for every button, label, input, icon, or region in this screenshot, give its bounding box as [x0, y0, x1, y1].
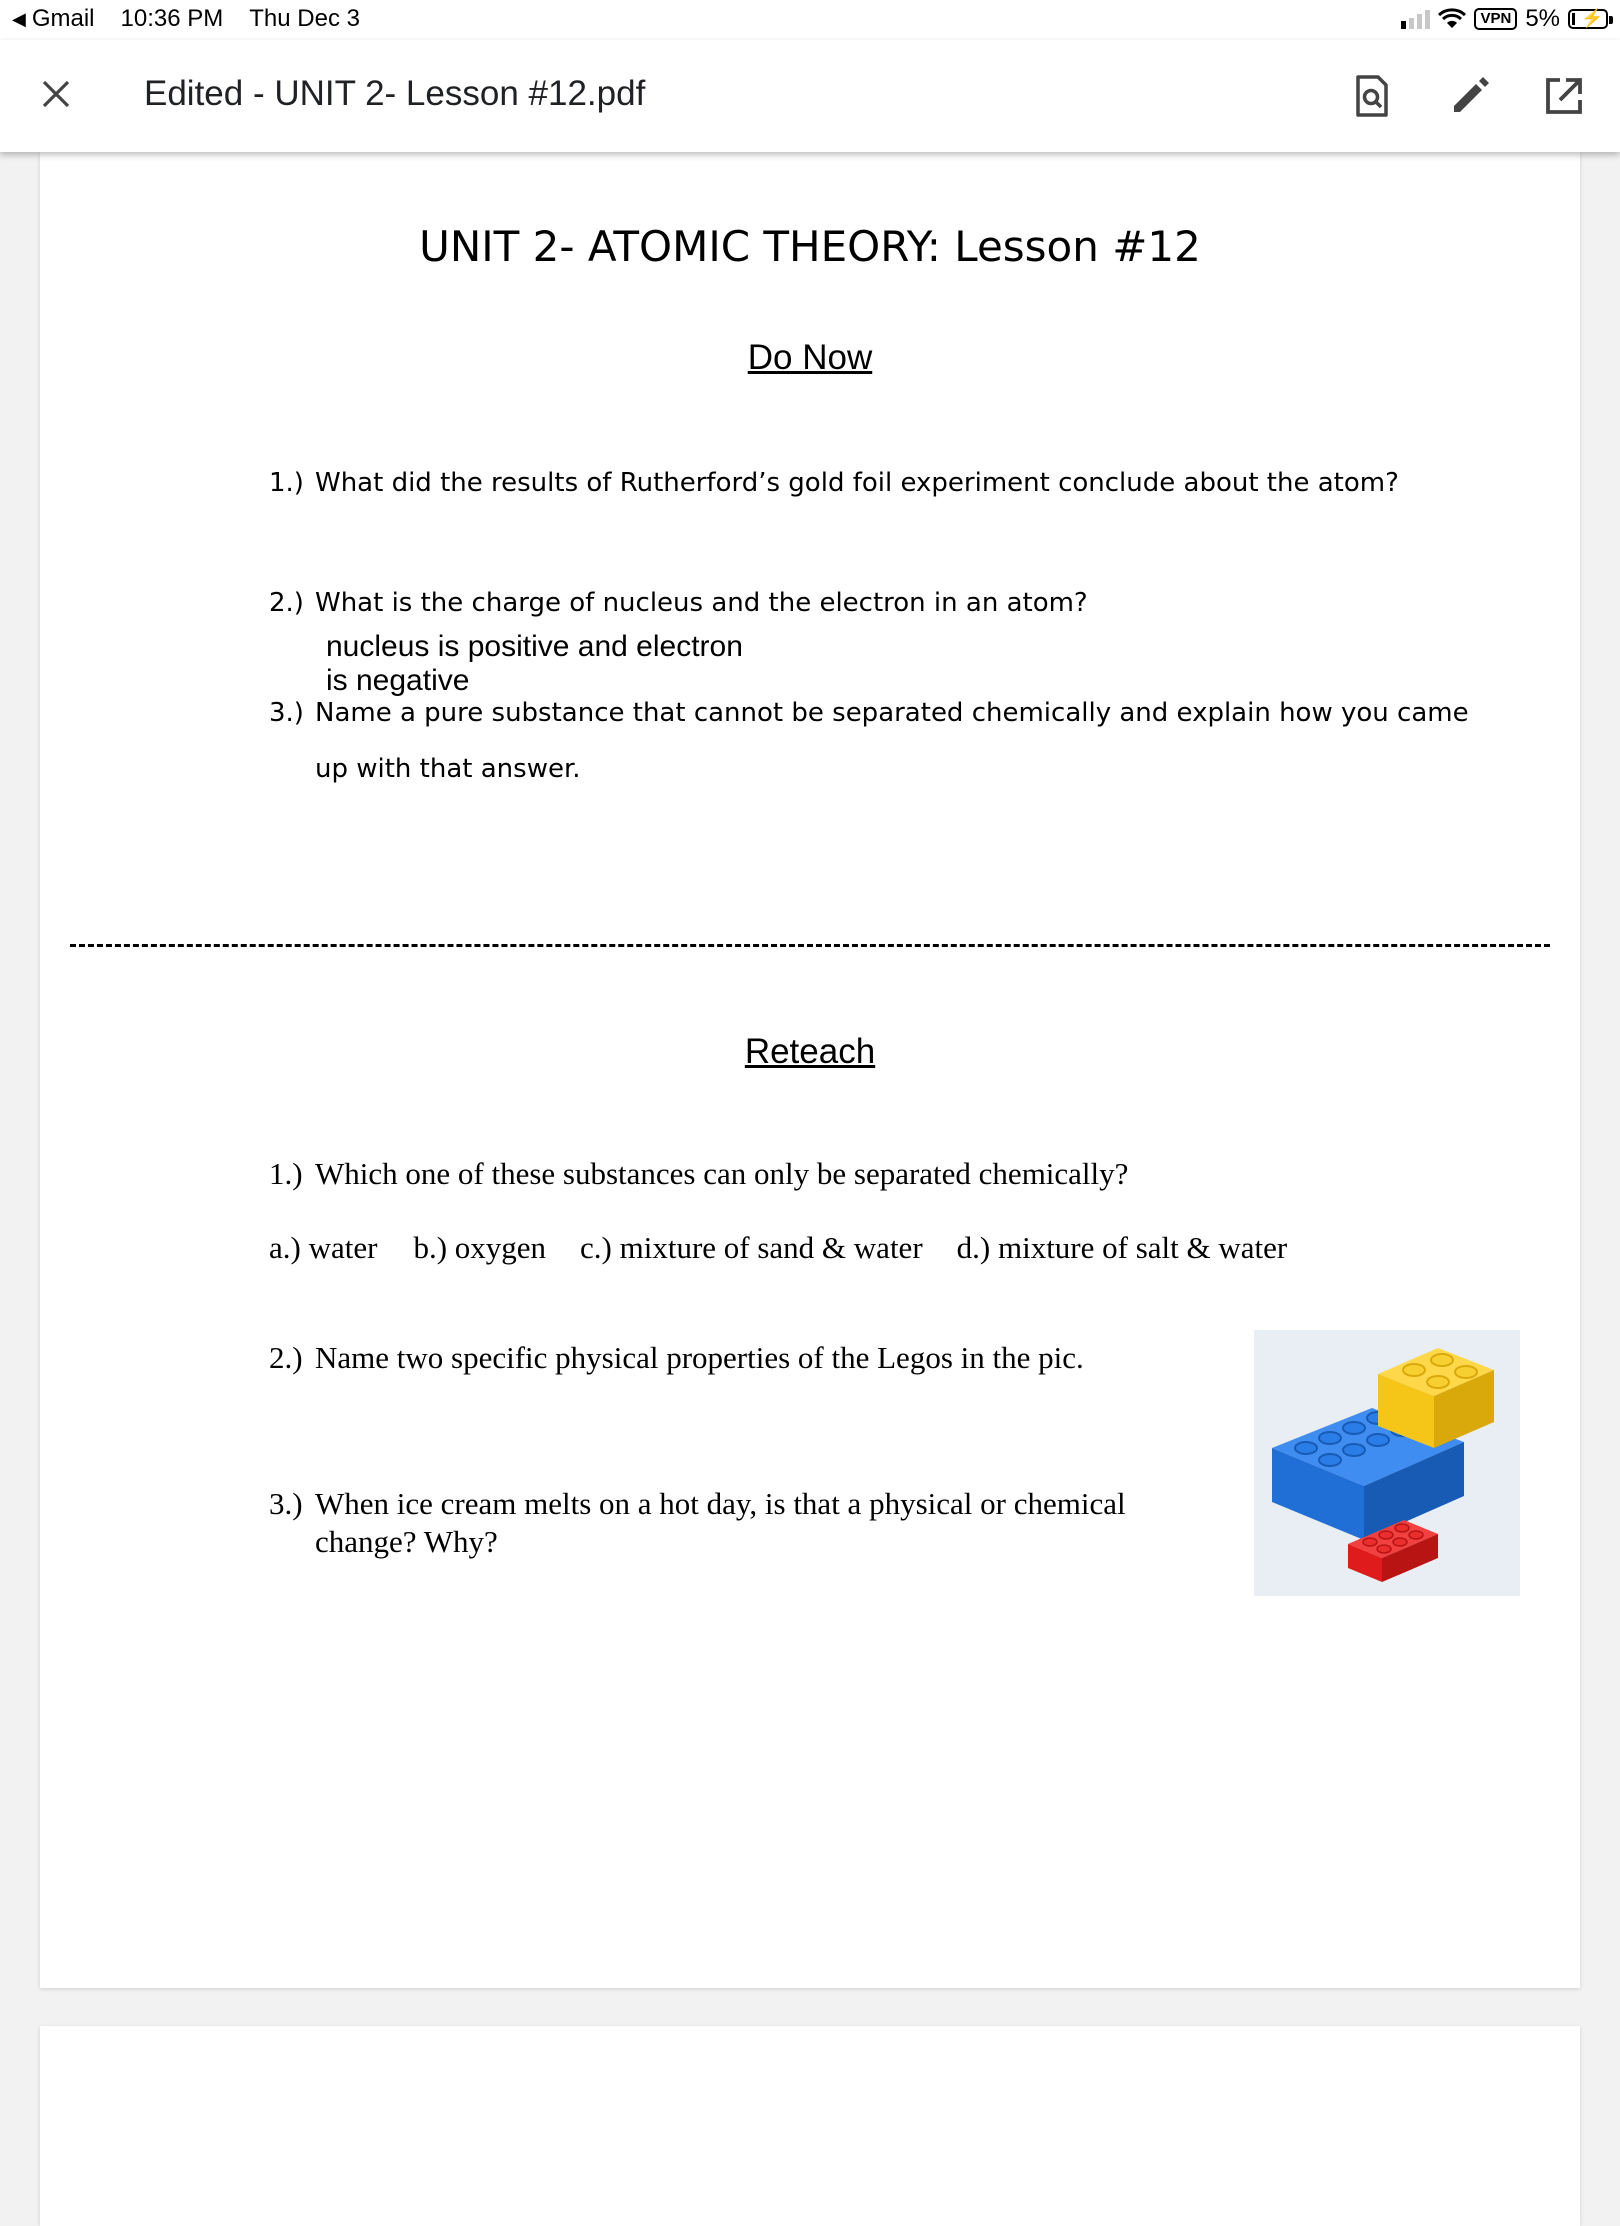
find-in-page-icon[interactable] [1348, 72, 1396, 120]
back-arrow-icon: ◀ [12, 8, 26, 29]
back-app-label: Gmail [31, 5, 95, 32]
cellular-signal-icon [1401, 9, 1430, 29]
open-external-icon[interactable] [1540, 72, 1588, 120]
status-time: 10:36 PM [120, 5, 224, 32]
status-bar [0, 0, 1620, 40]
handwritten-answer-line-1: nucleus is positive and electron [326, 630, 743, 663]
document-title: Edited - UNIT 2- Lesson #12.pdf [144, 74, 646, 113]
do-now-question-3 [269, 698, 1469, 728]
question-number: 1.) [269, 1156, 303, 1191]
question-text: Which one of these substances can only be separated chemically? [315, 1156, 1129, 1191]
question-number: 2.) [269, 1340, 303, 1375]
vpn-badge: VPN [1474, 8, 1517, 30]
question-text: What is the charge of nucleus and the electron in an atom? [315, 588, 1088, 618]
question-text: Name a pure substance that cannot be separated chemically and explain how you came [315, 698, 1469, 728]
question-text: Name two specific physical properties of the Legos in the pic. [315, 1340, 1084, 1375]
question-number: 3.) [269, 698, 304, 728]
handwritten-answer-line-2: is negative [326, 664, 470, 697]
battery-percent: 5% [1525, 5, 1560, 32]
question-text-continued: up with that answer. [315, 754, 581, 784]
question-text-continued: change? Why? [315, 1524, 498, 1559]
question-text: What did the results of Rutherford’s gold foil experiment conclude about the atom? [315, 468, 1399, 498]
do-now-question-1 [269, 468, 1399, 498]
lego-bricks-image [1254, 1330, 1520, 1596]
reteach-question-2 [269, 1340, 1084, 1376]
close-icon[interactable] [32, 70, 80, 118]
reteach-question-1 [269, 1156, 1128, 1192]
pdf-page-next [40, 2026, 1580, 2226]
do-now-question-2 [269, 588, 1088, 618]
choice-c: c.) mixture of sand & water [580, 1230, 923, 1265]
edit-pencil-icon[interactable] [1446, 72, 1494, 120]
question-number: 1.) [269, 468, 304, 498]
question-number: 3.) [269, 1486, 303, 1521]
choice-a: a.) water [269, 1230, 378, 1265]
pdf-page [40, 152, 1580, 1988]
battery-charging-icon: ⚡ [1568, 9, 1608, 29]
document-heading: UNIT 2- ATOMIC THEORY: Lesson #12 [419, 222, 1201, 271]
do-now-title: Do Now [747, 338, 873, 377]
question-text: When ice cream melts on a hot day, is that a physical or chemical [315, 1486, 1126, 1521]
question-number: 2.) [269, 588, 304, 618]
status-date: Thu Dec 3 [249, 5, 360, 32]
reteach-title: Reteach [744, 1032, 876, 1071]
reteach-question-3 [269, 1486, 1126, 1522]
answer-choices [269, 1230, 1321, 1266]
section-divider [70, 944, 1550, 947]
back-to-app-link[interactable] [12, 5, 95, 33]
choice-d: d.) mixture of salt & water [956, 1230, 1288, 1265]
viewer-toolbar [0, 40, 1620, 152]
choice-b: b.) oxygen [413, 1230, 547, 1265]
wifi-icon [1438, 8, 1466, 30]
